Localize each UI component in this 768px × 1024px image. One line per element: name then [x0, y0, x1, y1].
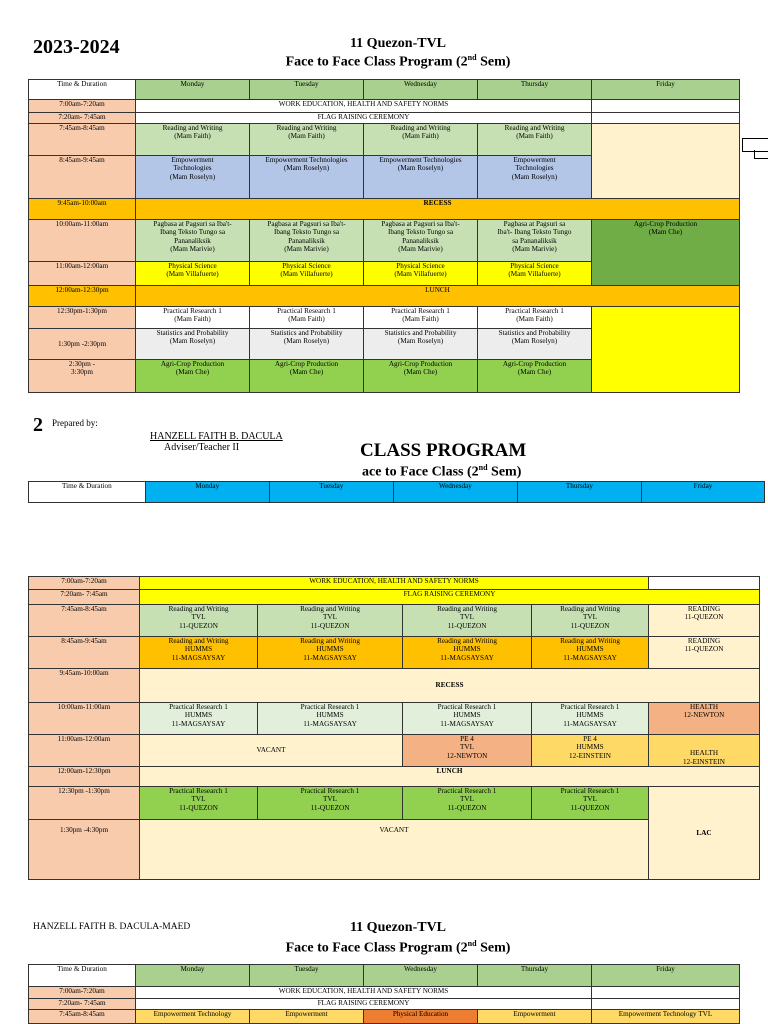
class-cell: Empowerment Technologies (Mam Roselyn)	[136, 156, 250, 199]
time-cell: 7:20am- 7:45am	[29, 590, 140, 605]
empty-cell	[592, 124, 740, 199]
header-time: Time & Duration	[29, 965, 136, 987]
prepared-by-label: Prepared by:	[52, 418, 98, 428]
class-cell: Agri-Crop Production (Mam Che)	[250, 360, 364, 393]
class-cell: Physical Science (Mam Villafuerte)	[478, 262, 592, 286]
class-cell: Practical Research 1 (Mam Faith)	[478, 307, 592, 329]
class-cell: Agri-Crop Production (Mam Che)	[478, 360, 592, 393]
header-monday: Monday	[136, 80, 250, 100]
class-cell: Empowerment Technology	[136, 1010, 250, 1024]
class-cell: Practical Research 1 TVL 11-QUEZON	[140, 787, 258, 820]
empty-cell	[592, 100, 740, 113]
class-cell: Reading and Writing (Mam Faith)	[478, 124, 592, 156]
class-cell: READING 11-QUEZON	[649, 637, 760, 669]
empty-cell	[592, 999, 740, 1010]
header-wednesday: Wednesday	[393, 482, 517, 503]
lac-cell: LAC	[649, 787, 760, 880]
class-cell: Empowerment Technologies (Mam Roselyn)	[478, 156, 592, 199]
header-tuesday: Tuesday	[250, 965, 364, 987]
time-cell: 8:45am-9:45am	[29, 156, 136, 199]
teacher-role: Adviser/Teacher II	[164, 442, 240, 453]
class-cell: Practical Research 1 HUMMS 11-MAGSAYSAY	[403, 703, 532, 735]
class-cell: Empowerment Technologies (Mam Roselyn)	[250, 156, 364, 199]
time-cell: 10:00am-11:00am	[29, 703, 140, 735]
empty-cell	[592, 113, 740, 124]
time-cell: 9:45am-10:00am	[29, 199, 136, 220]
time-cell: 11:00am-12:00am	[29, 735, 140, 767]
recess-cell: RECESS	[136, 199, 740, 220]
bracket-icon	[754, 150, 768, 159]
time-cell: 7:00am-7:20am	[29, 987, 136, 999]
header-time: Time & Duration	[29, 80, 136, 100]
class-cell: Practical Research 1 HUMMS 11-MAGSAYSAY	[140, 703, 258, 735]
time-cell: 1:30pm -2:30pm	[29, 329, 136, 360]
time-cell: 7:00am-7:20am	[29, 100, 136, 113]
flag-ceremony-cell: FLAG RAISING CEREMONY	[136, 113, 592, 124]
page-number: 2	[33, 414, 43, 436]
class-cell: Reading and Writing HUMMS 11-MAGSAYSAY	[532, 637, 649, 669]
time-cell: 10:00am-11:00am	[29, 220, 136, 262]
schedule-header-2	[28, 481, 765, 503]
time-cell: 12:30pm -1:30pm	[29, 787, 140, 820]
class-cell: Reading and Writing HUMMS 11-MAGSAYSAY	[258, 637, 403, 669]
time-cell: 7:20am- 7:45am	[29, 113, 136, 124]
header-wednesday: Wednesday	[364, 965, 478, 987]
class-cell: Pagbasa at Pagsuri sa Iba't- Ibang Teksto Tungo sa Pananaliksik (Mam Marivie)	[364, 220, 478, 262]
class-cell: READING 11-QUEZON	[649, 605, 760, 637]
teacher-name: HANZELL FAITH B. DACULA	[150, 431, 283, 442]
header-tuesday: Tuesday	[250, 80, 364, 100]
class-cell: Practical Research 1 HUMMS 11-MAGSAYSAY	[258, 703, 403, 735]
class-cell: Practical Research 1 (Mam Faith)	[250, 307, 364, 329]
class-cell: Empowerment	[250, 1010, 364, 1024]
time-cell: 8:45am-9:45am	[29, 637, 140, 669]
class-cell: HEALTH 12-EINSTEIN	[649, 735, 760, 767]
class-cell: Practical Research 1 TVL 11-QUEZON	[532, 787, 649, 820]
header-thursday: Thursday	[478, 965, 592, 987]
class-cell: Reading and Writing (Mam Faith)	[136, 124, 250, 156]
time-cell: 9:45am-10:00am	[29, 669, 140, 703]
time-cell: 1:30pm -4:30pm	[29, 820, 140, 880]
class-cell: Pagbasa at Pagsuri sa Iba't- Ibang Teksto Tungo sa Pananaliksik (Mam Marivie)	[136, 220, 250, 262]
class-cell: Practical Research 1 HUMMS 11-MAGSAYSAY	[532, 703, 649, 735]
class-cell: Agri-Crop Production (Mam Che)	[136, 360, 250, 393]
time-cell: 7:45am-8:45am	[29, 605, 140, 637]
program-title: Face to Face Class Program (2nd Sem)	[285, 53, 511, 70]
header-friday: Friday	[592, 965, 740, 987]
class-cell: Practical Research 1 (Mam Faith)	[136, 307, 250, 329]
work-education-cell: WORK EDUCATION, HEALTH AND SAFETY NORMS	[136, 100, 592, 113]
class-cell: Statistics and Probability (Mam Roselyn)	[478, 329, 592, 360]
time-cell: 12:30pm-1:30pm	[29, 307, 136, 329]
class-cell: Reading and Writing (Mam Faith)	[364, 124, 478, 156]
empty-cell	[649, 577, 760, 590]
class-cell: Physical Science (Mam Villafuerte)	[136, 262, 250, 286]
class-cell: Statistics and Probability (Mam Roselyn)	[136, 329, 250, 360]
work-education-cell: WORK EDUCATION, HEALTH AND SAFETY NORMS	[140, 577, 649, 590]
class-cell: PE 4 HUMMS 12-EINSTEIN	[532, 735, 649, 767]
vacant-cell: VACANT	[140, 735, 403, 767]
class-cell: Empowerment Technology TVL	[592, 1010, 740, 1024]
header-friday: Friday	[641, 482, 764, 503]
time-cell: 7:20am- 7:45am	[29, 999, 136, 1010]
time-cell: 7:00am-7:20am	[29, 577, 140, 590]
vacant-cell: VACANT	[140, 820, 649, 880]
work-education-cell: WORK EDUCATION, HEALTH AND SAFETY NORMS	[136, 987, 592, 999]
teacher-name-footer: HANZELL FAITH B. DACULA-MAED	[33, 922, 191, 932]
header-wednesday: Wednesday	[364, 80, 478, 100]
flag-ceremony-cell: FLAG RAISING CEREMONY	[136, 999, 592, 1010]
class-cell: Pagbasa at Pagsuri sa Iba't- Ibang Teksto Tungo sa Pananaliksik (Mam Marivie)	[478, 220, 592, 262]
empty-cell	[592, 987, 740, 999]
class-cell: Reading and Writing TVL 11-QUEZON	[532, 605, 649, 637]
header-time: Time & Duration	[29, 482, 146, 503]
class-cell: Empowerment Technologies (Mam Roselyn)	[364, 156, 478, 199]
class-cell: Statistics and Probability (Mam Roselyn)	[250, 329, 364, 360]
class-cell: Statistics and Probability (Mam Roselyn)	[364, 329, 478, 360]
class-cell: Empowerment	[478, 1010, 592, 1024]
school-year: 2023-2024	[33, 36, 120, 58]
section-title-3: 11 Quezon-TVL	[349, 920, 447, 935]
empty-cell	[592, 307, 740, 393]
section-title: 11 Quezon-TVL	[349, 36, 447, 51]
time-cell: 7:45am-8:45am	[29, 124, 136, 156]
class-program-subtitle: ace to Face Class (2nd Sem)	[362, 463, 522, 480]
lunch-cell: LUNCH	[140, 767, 760, 787]
class-cell: Reading and Writing (Mam Faith)	[250, 124, 364, 156]
header-thursday: Thursday	[517, 482, 641, 503]
class-cell: Pagbasa at Pagsuri sa Iba't- Ibang Teksto Tungo sa Pananaliksik (Mam Marivie)	[250, 220, 364, 262]
class-cell: Reading and Writing HUMMS 11-MAGSAYSAY	[403, 637, 532, 669]
class-cell: Reading and Writing TVL 11-QUEZON	[258, 605, 403, 637]
time-cell: 11:00am-12:00am	[29, 262, 136, 286]
class-cell: PE 4 TVL 12-NEWTON	[403, 735, 532, 767]
schedule-table-1	[28, 79, 740, 393]
time-cell: 12:00am-12:30pm	[29, 767, 140, 787]
class-cell: Agri-Crop Production (Mam Che)	[592, 220, 740, 286]
class-program-title: CLASS PROGRAM	[360, 440, 527, 461]
time-cell: 7:45am-8:45am	[29, 1010, 136, 1024]
class-cell: HEALTH 12-NEWTON	[649, 703, 760, 735]
lunch-cell: LUNCH	[136, 286, 740, 307]
class-cell: Physical Science (Mam Villafuerte)	[250, 262, 364, 286]
flag-ceremony-cell: FLAG RAISING CEREMONY	[140, 590, 760, 605]
class-cell: Physical Education	[364, 1010, 478, 1024]
time-cell: 2:30pm - 3:30pm	[29, 360, 136, 393]
recess-cell: RECESS	[140, 669, 760, 703]
class-cell: Practical Research 1 TVL 11-QUEZON	[258, 787, 403, 820]
schedule-table-2	[28, 576, 760, 880]
header-tuesday: Tuesday	[269, 482, 393, 503]
class-cell: Reading and Writing TVL 11-QUEZON	[403, 605, 532, 637]
schedule-table-3	[28, 964, 740, 1024]
header-monday: Monday	[145, 482, 269, 503]
class-cell: Practical Research 1 (Mam Faith)	[364, 307, 478, 329]
class-cell: Agri-Crop Production (Mam Che)	[364, 360, 478, 393]
time-cell: 12:00am-12:30pm	[29, 286, 136, 307]
class-cell: Reading and Writing HUMMS 11-MAGSAYSAY	[140, 637, 258, 669]
class-cell: Reading and Writing TVL 11-QUEZON	[140, 605, 258, 637]
class-cell: Physical Science (Mam Villafuerte)	[364, 262, 478, 286]
program-title-3: Face to Face Class Program (2nd Sem)	[285, 939, 511, 956]
header-thursday: Thursday	[478, 80, 592, 100]
header-friday: Friday	[592, 80, 740, 100]
header-monday: Monday	[136, 965, 250, 987]
class-cell: Practical Research 1 TVL 11-QUEZON	[403, 787, 532, 820]
